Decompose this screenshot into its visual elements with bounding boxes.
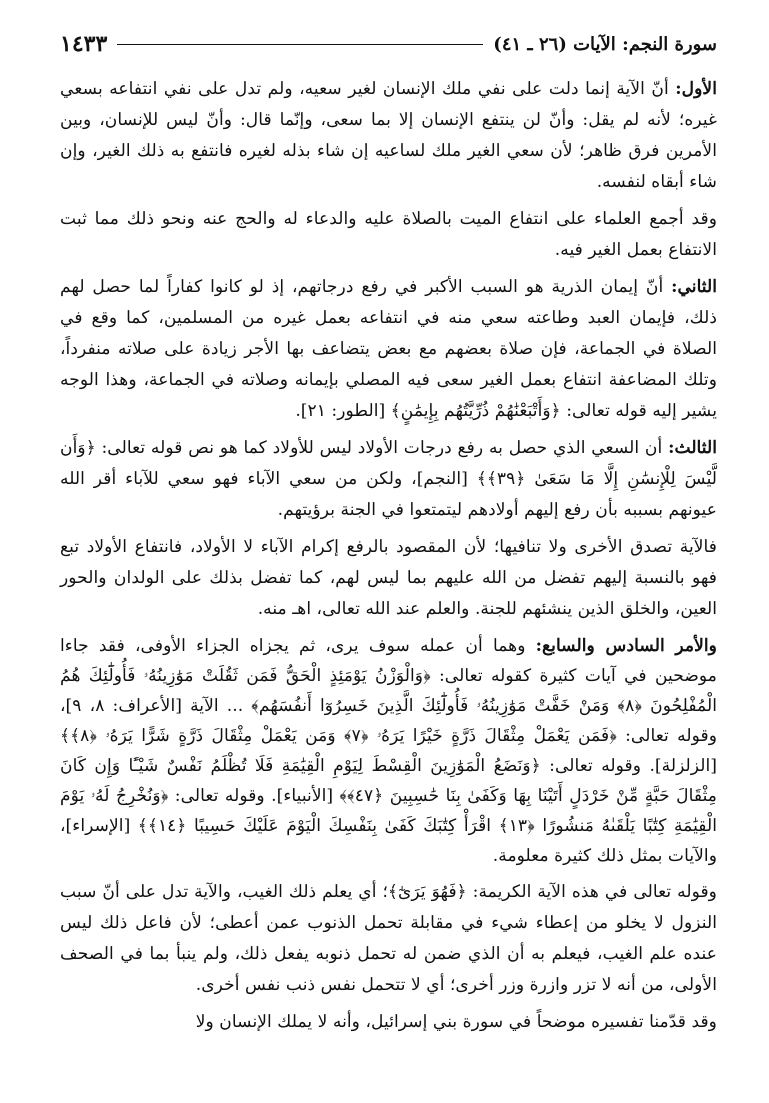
page-body (60, 74, 717, 1038)
paragraph (60, 1007, 717, 1038)
paragraph-text: وقد أجمع العلماء على انتفاع الميت بالصلاة عليه والدعاء له والحج عنه ونحو ذلك مما ثبت الانتفاع بعمل الغير فيه. (60, 209, 717, 260)
paragraph-lead: الثالث: (668, 438, 717, 458)
paragraph-lead: والأمر السادس والسابع: (535, 636, 717, 656)
paragraph-lead: الأول: (675, 79, 717, 99)
paragraph-text: أنّ إيمان الذرية هو السبب الأكبر في رفع درجاتهم، إذ لو كانوا كفاراً لما حصل لهم ذلك، فإيمان العبد وطاعته سعي منه في انتفاعه بعمل غيره من المسلمين، كما وقع في الصلاة في الجماعة، فإن صلاة بعضهم مع بعض يتضاعف بها الأجر زيادة على صلاته منفرداً، وتلك المضاعفة انتفاع بعمل الغير سعى فيه المصلي بإيمانه وصلاته في الجماعة، وهذا الوجه يشير إليه قوله تعالى: ﴿وَأَتْبَعْنَٰهُمْ ذُرِّيَّتُهُم بِإِيمَٰنٍ﴾ [الطور: ٢١]. (60, 277, 717, 421)
paragraph (60, 74, 717, 198)
paragraph (60, 433, 717, 526)
paragraph-text: أنّ الآية إنما دلت على نفي ملك الإنسان لغير سعيه، ولم تدل على نفي انتفاعه بسعي غيره؛ لأنه لم يقل: وأنّ لن ينتفع الإنسان إلا بما سعى، وإنّما قال: وأنّ ليس للإنسان، وبين الأمرين فرق ظاهر؛ لأن سعي الغير ملك لساعيه إن شاء بذله لغيره فانتفع به ذلك الغير، وإن شاء أبقاه لنفسه. (60, 79, 717, 192)
header-rule (117, 44, 483, 45)
paragraph-text: وقوله تعالى في هذه الآية الكريمة: ﴿فَهُوَ يَرَىٰٓ﴾؛ أي يعلم ذلك الغيب، والآية تدل على أنّ سبب النزول لا يخلو من إعطاء شيء في مقابلة تحمل الذنوب عمن أعطى؛ لأن فاعل ذلك ليس عنده علم الغيب، فيعلم به أن الذي ضمن له تحمل ذنوبه يفعل ذلك، ولم ينبأ بما في الصحف الأولى، من أنه لا تزر وازرة وزر أخرى؛ أي لا تتحمل نفس ذنب نفس أخرى. (60, 882, 717, 995)
page-number: ١٤٣٣ (60, 31, 108, 57)
page-header (60, 28, 717, 60)
paragraph-text: فالآية تصدق الأخرى ولا تنافيها؛ لأن المقصود بالرفع إكرام الآباء لا الأولاد، فانتفاع الأولاد تبع فهو بالنسبة إليهم تفضل من الله عليهم بما ليس لهم، كما تفضل بذلك على الولدان والحور العين، والخلق الذين ينشئهم للجنة. والعلم عند الله تعالى، اهـ منه. (60, 537, 717, 619)
surah-title: سورة النجم: الآيات (٢٦ ـ ٤١) (493, 33, 717, 55)
paragraph (60, 272, 717, 427)
paragraph-text: وهما أن عمله سوف يرى، ثم يجزاه الجزاء الأوفى، فقد جاءا موضحين في آيات كثيرة كقوله تعالى: ﴿وَالْوَزْنُ يَوْمَئِذٍ الْحَقُّ فَمَن ثَقُلَتْ مَوَٰزِينُهُۥ فَأُولَٰٓئِكَ هُمُ الْمُفْلِحُونَ ﴿٨﴾ وَمَنْ خَفَّتْ مَوَٰزِينُهُۥ فَأُولَٰٓئِكَ الَّذِينَ خَسِرُوٓا أَنفُسَهُم﴾ ... الآية [الأعراف: ٨، ٩]، وقوله تعالى: ﴿فَمَن يَعْمَلْ مِثْقَالَ ذَرَّةٍ خَيْرًا يَرَهُۥ ﴿٧﴾ وَمَن يَعْمَلْ مِثْقَالَ ذَرَّةٍ شَرًّا يَرَهُۥ ﴿٨﴾﴾ [الزلزلة]. وقوله تعالى: ﴿وَنَضَعُ الْمَوَٰزِينَ الْقِسْطَ لِيَوْمِ الْقِيَٰمَةِ فَلَا تُظْلَمُ نَفْسٌ شَيْـًٔا وَإِن كَانَ مِثْقَالَ حَبَّةٍ مِّنْ خَرْدَلٍ أَتَيْنَا بِهَا وَكَفَىٰ بِنَا حَٰسِبِينَ ﴿٤٧﴾﴾ [الأنبياء]. وقوله تعالى: ﴿وَنُخْرِجُ لَهُۥ يَوْمَ الْقِيَٰمَةِ كِتَٰبًا يَلْقَىٰهُ مَنشُورًا ﴿١٣﴾ اقْرَأْ كِتَٰبَكَ كَفَىٰ بِنَفْسِكَ الْيَوْمَ عَلَيْكَ حَسِيبًا ﴿١٤﴾﴾ [الإسراء]، والآيات بمثل ذلك كثيرة معلومة. (60, 636, 717, 866)
paragraph (60, 631, 717, 871)
paragraph (60, 877, 717, 1001)
paragraph-text: وقد قدّمنا تفسيره موضحاً في سورة بني إسرائيل، وأنه لا يملك الإنسان ولا (195, 1012, 717, 1032)
paragraph-text: أن السعي الذي حصل به رفع درجات الأولاد ليس للأولاد كما هو نص قوله تعالى: ﴿وَأَن لَّيْسَ لِلْإِنسَٰنِ إِلَّا مَا سَعَىٰ ﴿٣٩﴾﴾ [النجم]، ولكن من سعي الآباء فهو سعي للآباء أقر الله عيونهم بسببه بأن رفع إليهم أولادهم ليتمتعوا في الجنة برؤيتهم. (60, 438, 717, 520)
paragraph (60, 532, 717, 625)
paragraph (60, 204, 717, 266)
paragraph-lead: الثاني: (671, 277, 717, 297)
